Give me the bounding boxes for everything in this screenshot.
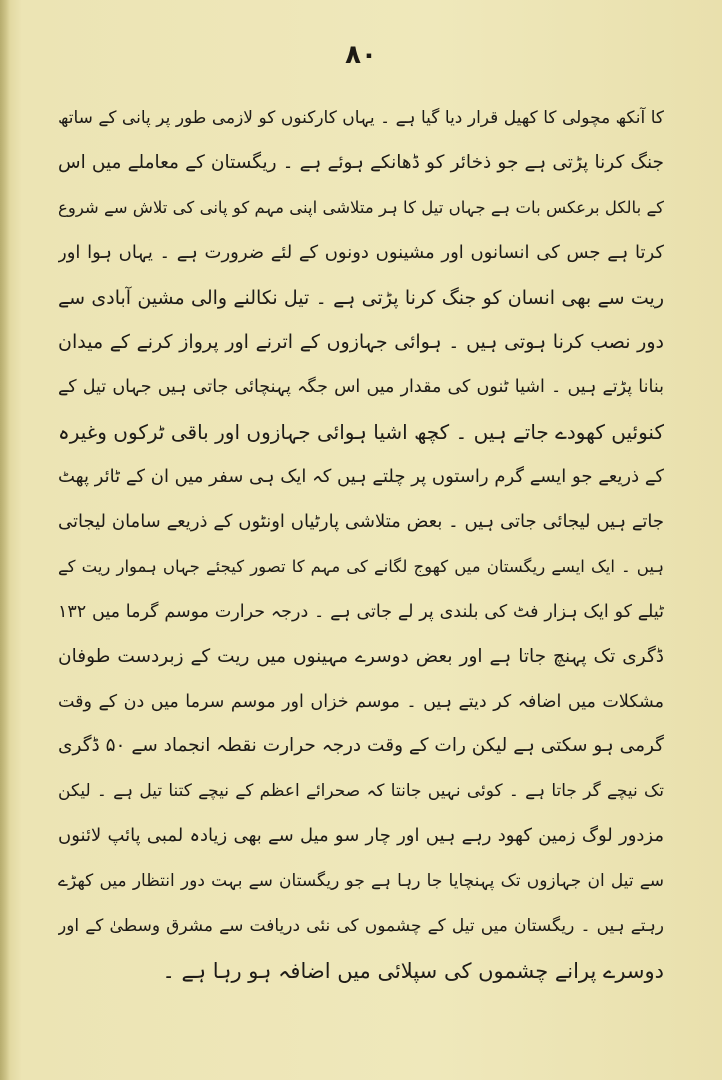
text-line: ریت سے بھی انسان کو جنگ کرنا پڑتی ہے ۔ تیل نکالنے والی مشین آبادی سے (58, 286, 664, 309)
text-line: رہتے ہیں ۔ ریگستان میں تیل کے چشموں کی نئی دریافت سے مشرق وسطیٰ کے اور (58, 916, 664, 937)
text-line: سے تیل ان جہازوں تک پہنچایا جا رہا ہے جو ریگستان سے بہت دور انتظار میں کھڑے (58, 871, 664, 892)
text-line: کے بالکل برعکس بات ہے جہاں تیل کا ہر متلاشی اپنی مہم کو پانی کی تلاش سے شروع (58, 197, 664, 217)
text-line: کا آنکھ مچولی کا کھیل قرار دیا گیا ہے ۔ یہاں کارکنوں کو لازمی طور پر پانی کے ساتھ (58, 108, 664, 128)
text-line: دور نصب کرنا ہوتی ہیں ۔ ہوائی جہازوں کے اترنے اور پرواز کرنے کے میدان (58, 331, 664, 354)
page-number: ۸۰ (345, 40, 377, 70)
text-line: کنوئیں کھودے جاتے ہیں ۔ کچھ اشیا ہوائی جہازوں اور باقی ٹرکوں وغیرہ (58, 420, 664, 445)
text-line: جنگ کرنا پڑتی ہے جو ذخائر کو ڈھانکے ہوئے ہے ۔ ریگستان کے معاملے میں اس (58, 151, 664, 173)
text-line: کے ذریعے جو ایسے گرم راستوں پر چلتے ہیں کہ ایک ہی سفر میں ان کے ٹائر پھٹ (58, 466, 664, 488)
text-line: ہیں ۔ ایک ایسے ریگستان میں کھوج لگانے کی مہم کا تصور کیجئے جہاں ہموار ریت کے (58, 556, 664, 576)
text-line: کرتا ہے جس کی انسانوں اور مشینوں دونوں کے لئے ضرورت ہے ۔ یہاں ہوا اور (58, 241, 664, 263)
body-text (58, 96, 664, 994)
text-line: ٹیلے کو ایک ہزار فٹ کی بلندی پر لے جاتی ہے ۔ درجہ حرارت موسم گرما میں ۱۳۲ (58, 601, 664, 622)
text-line: مشکلات میں اضافہ کر دیتے ہیں ۔ موسم خزاں اور موسم سرما میں دن کے وقت (58, 691, 664, 712)
binding-shadow (0, 0, 10, 1080)
text-line: ڈگری تک پہنچ جاتا ہے اور بعض دوسرے مہینوں میں ریت کے زبردست طوفان (58, 645, 664, 667)
text-line: بنانا پڑتے ہیں ۔ اشیا ٹنوں کی مقدار میں اس جگہ پہنچائی جاتی ہیں جہاں تیل کے (58, 377, 664, 398)
text-line: مزدور لوگ زمین کھود رہے ہیں اور چار سو میل سے بھی زیادہ لمبی پائپ لائنوں (58, 825, 664, 847)
text-line: تک نیچے گر جاتا ہے ۔ کوئی نہیں جانتا کہ صحرائے اعظم کے نیچے کتنا تیل ہے ۔ لیکن (58, 781, 664, 802)
text-line: جاتے ہیں لیجائی جاتی ہیں ۔ بعض متلاشی پارٹیاں اونٹوں کے ذریعے سامان لیجاتی (58, 511, 664, 533)
text-line: دوسرے پرانے چشموں کی سپلائی میں اضافہ ہو رہا ہے ۔ (162, 958, 664, 983)
text-line: گرمی ہو سکتی ہے لیکن رات کے وقت درجہ حرارت نقطہ انجماد سے ۵۰ ڈگری (58, 735, 664, 757)
